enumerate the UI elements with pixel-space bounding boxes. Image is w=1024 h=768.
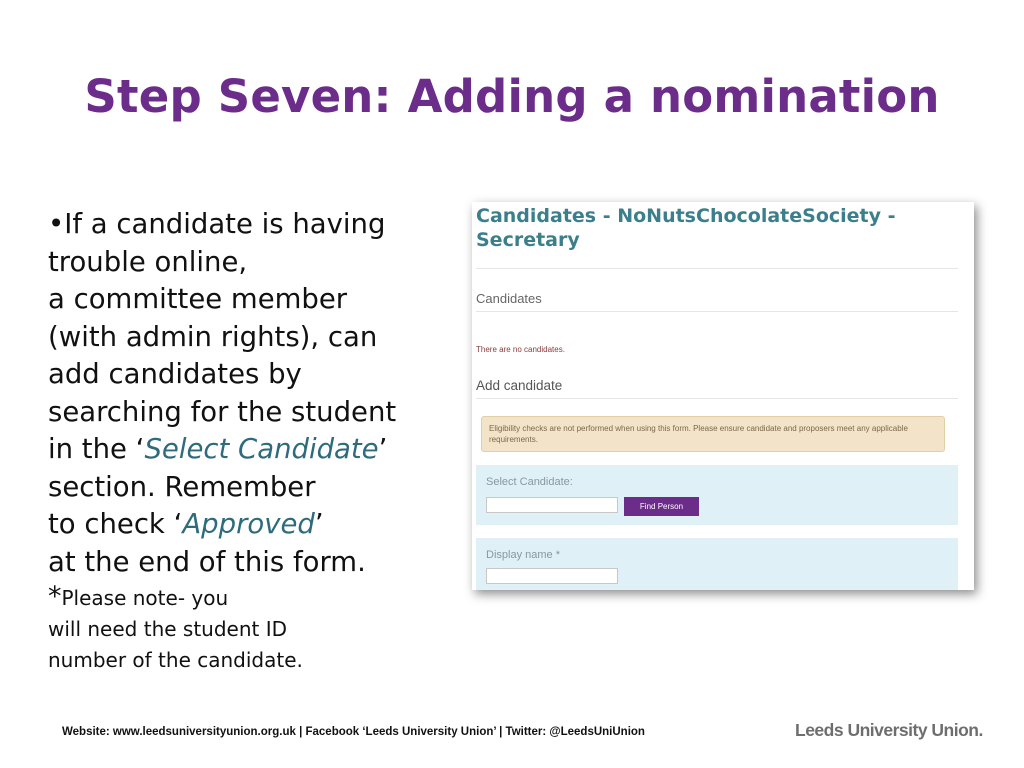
select-candidate-label: Select Candidate: [486,476,573,488]
note-line: Please note- you [61,586,229,610]
divider [476,311,958,312]
bullet-line: at the end of this form. [48,545,366,578]
candidates-heading: Candidates [476,291,542,306]
bullet-line: ’ [378,433,388,465]
note-paragraph [48,581,468,676]
bullet-line: add candidates by [48,358,302,390]
divider [476,398,958,399]
find-person-button[interactable]: Find Person [624,497,699,516]
note-line: number of the candidate. [48,648,303,672]
embedded-screenshot [472,202,974,590]
bullet-line: ’ [314,508,324,540]
bullet-line: searching for the student [48,395,397,428]
bullet-text [48,206,468,676]
display-name-panel [476,538,958,590]
display-name-input[interactable] [486,568,618,584]
display-name-label: Display name * [486,549,560,561]
add-candidate-heading: Add candidate [476,378,563,393]
bullet-line: section. Remember [48,470,316,503]
leeds-university-union-logo: Leeds University Union. [795,720,983,740]
bullet-line: to check ‘ [48,508,183,540]
bullet-line: a committee member [48,283,348,315]
divider [476,268,958,269]
footer-contact-info: Website: www.leedsuniversityunion.org.uk | Facebook ‘Leeds University Union’ | Twitter: @LeedsUniUnion [62,726,645,738]
no-candidates-text: There are no candidates. [476,345,565,354]
eligibility-warning: Eligibility checks are not performed when using this form. Please ensure candidate and proposers meet any applicable requirements. [481,416,945,452]
select-candidate-emphasis: Select Candidate [144,433,379,465]
select-candidate-panel [476,465,958,525]
bullet-line: If a candidate is having [64,208,386,240]
bullet-paragraph [48,206,468,581]
slide-title: Step Seven: Adding a nomination [84,70,940,123]
bullet-line: trouble online, [48,245,248,278]
select-candidate-input[interactable] [486,497,618,513]
note-line: will need the student ID [48,617,288,641]
bullet-line: (with admin rights), can [48,320,378,353]
candidates-page-title: Candidates - NoNutsChocolateSociety - Secretary [476,205,896,251]
bullet-marker: • [48,208,65,240]
approved-emphasis: Approved [182,508,315,540]
bullet-line: in the ‘ [48,433,145,465]
note-asterisk: * [48,581,62,612]
